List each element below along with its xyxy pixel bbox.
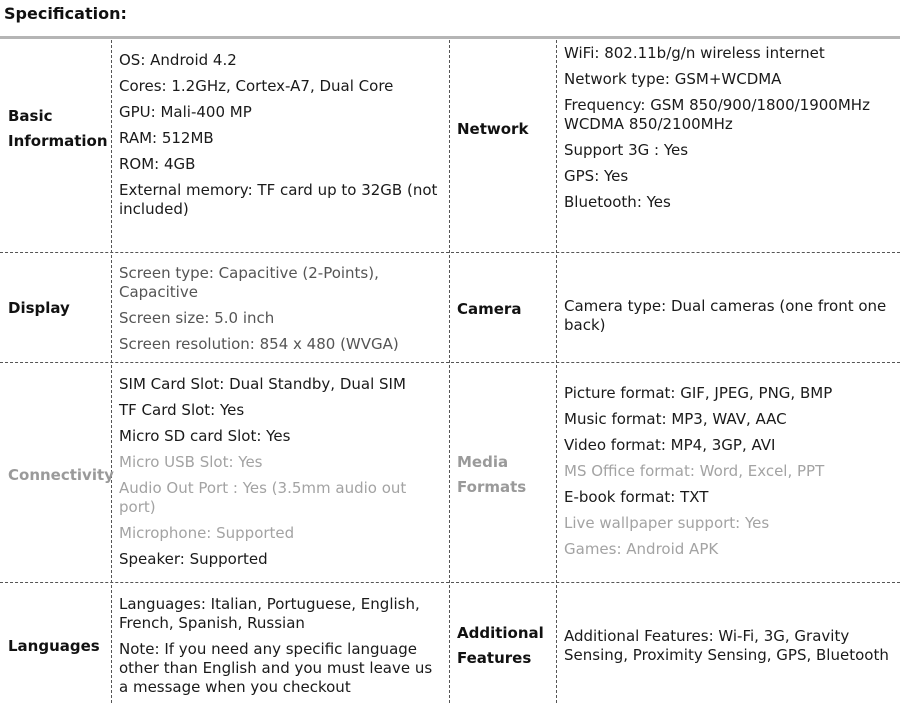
- spec-item: Games: Android APK: [564, 540, 719, 558]
- spec-item: Screen resolution: 854 x 480 (WVGA): [119, 335, 399, 353]
- spec-item: Screen type: Capacitive (2-Points), Capacitive: [119, 264, 379, 301]
- row-label-additional-features: Additional Features: [457, 624, 544, 667]
- row-label-camera: Camera: [457, 300, 522, 318]
- spec-item: TF Card Slot: Yes: [119, 401, 245, 419]
- camera-cell: [564, 297, 894, 342]
- spec-item: Microphone: Supported: [119, 524, 295, 542]
- title-rule: [0, 36, 900, 39]
- spec-item: Bluetooth: Yes: [564, 193, 671, 211]
- spec-item: SIM Card Slot: Dual Standby, Dual SIM: [119, 375, 406, 393]
- spec-item: RAM: 512MB: [119, 129, 214, 147]
- spec-item: MS Office format: Word, Excel, PPT: [564, 462, 825, 480]
- spec-item: Network type: GSM+WCDMA: [564, 70, 782, 88]
- spec-item: Languages: Italian, Portuguese, English, French, Spanish, Russian: [119, 595, 420, 632]
- page-title: Specification:: [4, 4, 127, 23]
- spec-item: Micro SD card Slot: Yes: [119, 427, 291, 445]
- spec-item: Live wallpaper support: Yes: [564, 514, 770, 532]
- media-formats-cell: [564, 384, 894, 566]
- spec-item: Support 3G : Yes: [564, 141, 689, 159]
- spec-item: Music format: MP3, WAV, AAC: [564, 410, 787, 428]
- network-cell: [564, 44, 894, 219]
- column-divider: [556, 40, 557, 703]
- spec-item: Screen size: 5.0 inch: [119, 309, 275, 327]
- column-divider: [449, 40, 450, 703]
- row-label-media-formats: Media Formats: [457, 453, 527, 496]
- spec-item: Cores: 1.2GHz, Cortex-A7, Dual Core: [119, 77, 394, 95]
- spec-item: Note: If you need any specific language other than English and you must leave us a message when you checkout: [119, 640, 433, 696]
- row-label-network: Network: [457, 120, 529, 138]
- spec-item: OS: Android 4.2: [119, 51, 237, 69]
- row-label-basic-information: Basic Information: [8, 107, 108, 150]
- row-label-connectivity: Connectivity: [8, 466, 114, 484]
- spec-item: Picture format: GIF, JPEG, PNG, BMP: [564, 384, 833, 402]
- column-divider: [111, 40, 112, 703]
- basic-information-cell: [119, 51, 444, 226]
- spec-item: Micro USB Slot: Yes: [119, 453, 263, 471]
- row-label-languages: Languages: [8, 637, 100, 655]
- connectivity-cell: [119, 375, 444, 576]
- spec-item: GPS: Yes: [564, 167, 629, 185]
- spec-item: Additional Features: Wi-Fi, 3G, Gravity Sensing, Proximity Sensing, GPS, Bluetooth: [564, 627, 889, 664]
- languages-cell: [119, 595, 444, 704]
- spec-item: WiFi: 802.11b/g/n wireless internet: [564, 44, 825, 62]
- display-cell: [119, 264, 444, 361]
- spec-item: E-book format: TXT: [564, 488, 709, 506]
- spec-item: External memory: TF card up to 32GB (not included): [119, 181, 438, 218]
- spec-item: Frequency: GSM 850/900/1800/1900MHz WCDMA 850/2100MHz: [564, 96, 870, 133]
- spec-item: GPU: Mali-400 MP: [119, 103, 252, 121]
- spec-item: Camera type: Dual cameras (one front one back): [564, 297, 887, 334]
- additional-features-cell: [564, 627, 894, 672]
- row-label-display: Display: [8, 299, 70, 317]
- spec-item: Speaker: Supported: [119, 550, 268, 568]
- spec-item: Audio Out Port : Yes (3.5mm audio out port): [119, 479, 407, 516]
- spec-item: Video format: MP4, 3GP, AVI: [564, 436, 776, 454]
- spec-item: ROM: 4GB: [119, 155, 196, 173]
